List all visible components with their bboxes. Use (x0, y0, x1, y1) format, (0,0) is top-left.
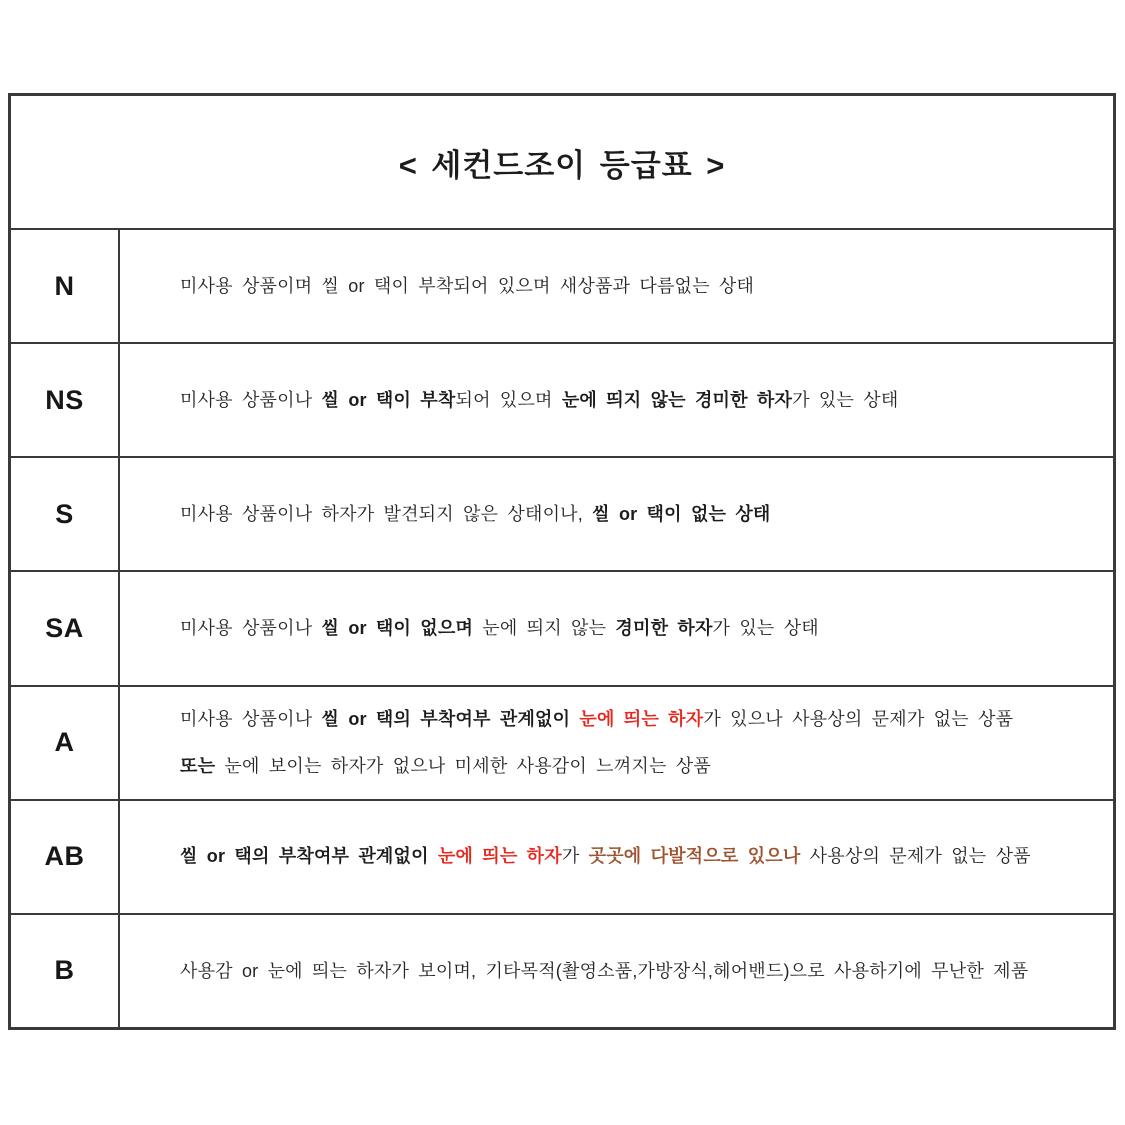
description-line (180, 276, 1095, 297)
description-line (180, 390, 1095, 411)
table-row (11, 230, 1113, 344)
grade-description (120, 801, 1113, 913)
grade-label: A (54, 727, 75, 758)
grade-cell (11, 801, 120, 913)
text-segment: 가 있으나 사용상의 문제가 없는 상품 (703, 708, 1014, 729)
grade-label: S (55, 498, 74, 529)
text-segment: 미사용 상품이나 (180, 618, 322, 639)
grade-description (120, 915, 1113, 1027)
grade-description (120, 458, 1113, 570)
text-segment: 씰 or 택이 부착 (321, 389, 456, 410)
grade-table (8, 93, 1116, 1030)
grade-label: NS (45, 384, 84, 415)
grade-label: AB (44, 841, 85, 872)
grade-description (120, 230, 1113, 342)
text-segment: 미사용 상품이나 (180, 389, 322, 410)
grade-cell (11, 687, 120, 799)
text-segment: 씰 or 택의 부착여부 관계없이 (321, 708, 580, 729)
text-segment: 눈에 띄는 하자 (437, 846, 562, 867)
text-segment: 사용상의 문제가 없는 상품 (800, 846, 1031, 867)
grade-cell (11, 572, 120, 684)
text-segment: 가 있는 상태 (712, 618, 819, 639)
text-segment: 미사용 상품이나 하자가 발견되지 않은 상태이나, (180, 504, 593, 524)
table-row (11, 344, 1113, 458)
text-segment: 가 (561, 846, 589, 867)
table-row (11, 687, 1113, 801)
description-line (180, 756, 1095, 777)
description-line (180, 846, 1095, 867)
grade-label: SA (45, 612, 84, 643)
text-segment: 미사용 상품이며 씰 or 택이 부착되어 있으며 새상품과 다름없는 상태 (180, 275, 755, 296)
grade-cell (11, 344, 120, 456)
text-segment: 되어 있으며 (455, 389, 562, 410)
description-line (180, 961, 1095, 982)
text-segment: 경미한 하자 (615, 618, 713, 639)
table-row (11, 458, 1113, 572)
table-body (11, 230, 1113, 1027)
description-line (180, 504, 1095, 525)
description-line (180, 709, 1095, 730)
grade-description (120, 344, 1113, 456)
text-segment: 눈에 보이는 하자가 없으나 미세한 사용감이 느껴지는 상품 (215, 755, 711, 776)
text-segment: 눈에 띄지 않는 (473, 618, 616, 639)
table-header-row (11, 96, 1113, 230)
grade-description (120, 572, 1113, 684)
grade-cell (11, 915, 120, 1027)
text-segment: 미사용 상품이나 (180, 708, 322, 729)
text-segment: 가 있는 상태 (792, 389, 899, 410)
text-segment: 또는 (180, 755, 216, 776)
grade-description (120, 687, 1113, 799)
table-row (11, 915, 1113, 1027)
grade-cell (11, 230, 120, 342)
description-line (180, 618, 1095, 639)
table-row (11, 801, 1113, 915)
text-segment: 눈에 띄는 하자 (579, 708, 704, 729)
table-title: < 세컨드조이 등급표 > (398, 147, 726, 183)
grade-label: N (54, 270, 75, 301)
text-segment: 곳곳에 다발적으로 있으나 (588, 846, 801, 867)
grade-label: B (54, 955, 75, 986)
text-segment: 씰 or 택이 없으며 (321, 618, 474, 639)
table-row (11, 572, 1113, 686)
grade-cell (11, 458, 120, 570)
text-segment: 사용감 or 눈에 띄는 하자가 보이며, 기타목적(촬영소품,가방장식,헤어밴드)으로 사용하기에 무난한 제품 (180, 960, 1029, 981)
text-segment: 눈에 띄지 않는 경미한 하자 (561, 389, 793, 410)
text-segment: 씰 or 택이 없는 상태 (592, 504, 771, 524)
text-segment: 씰 or 택의 부착여부 관계없이 (180, 846, 438, 867)
